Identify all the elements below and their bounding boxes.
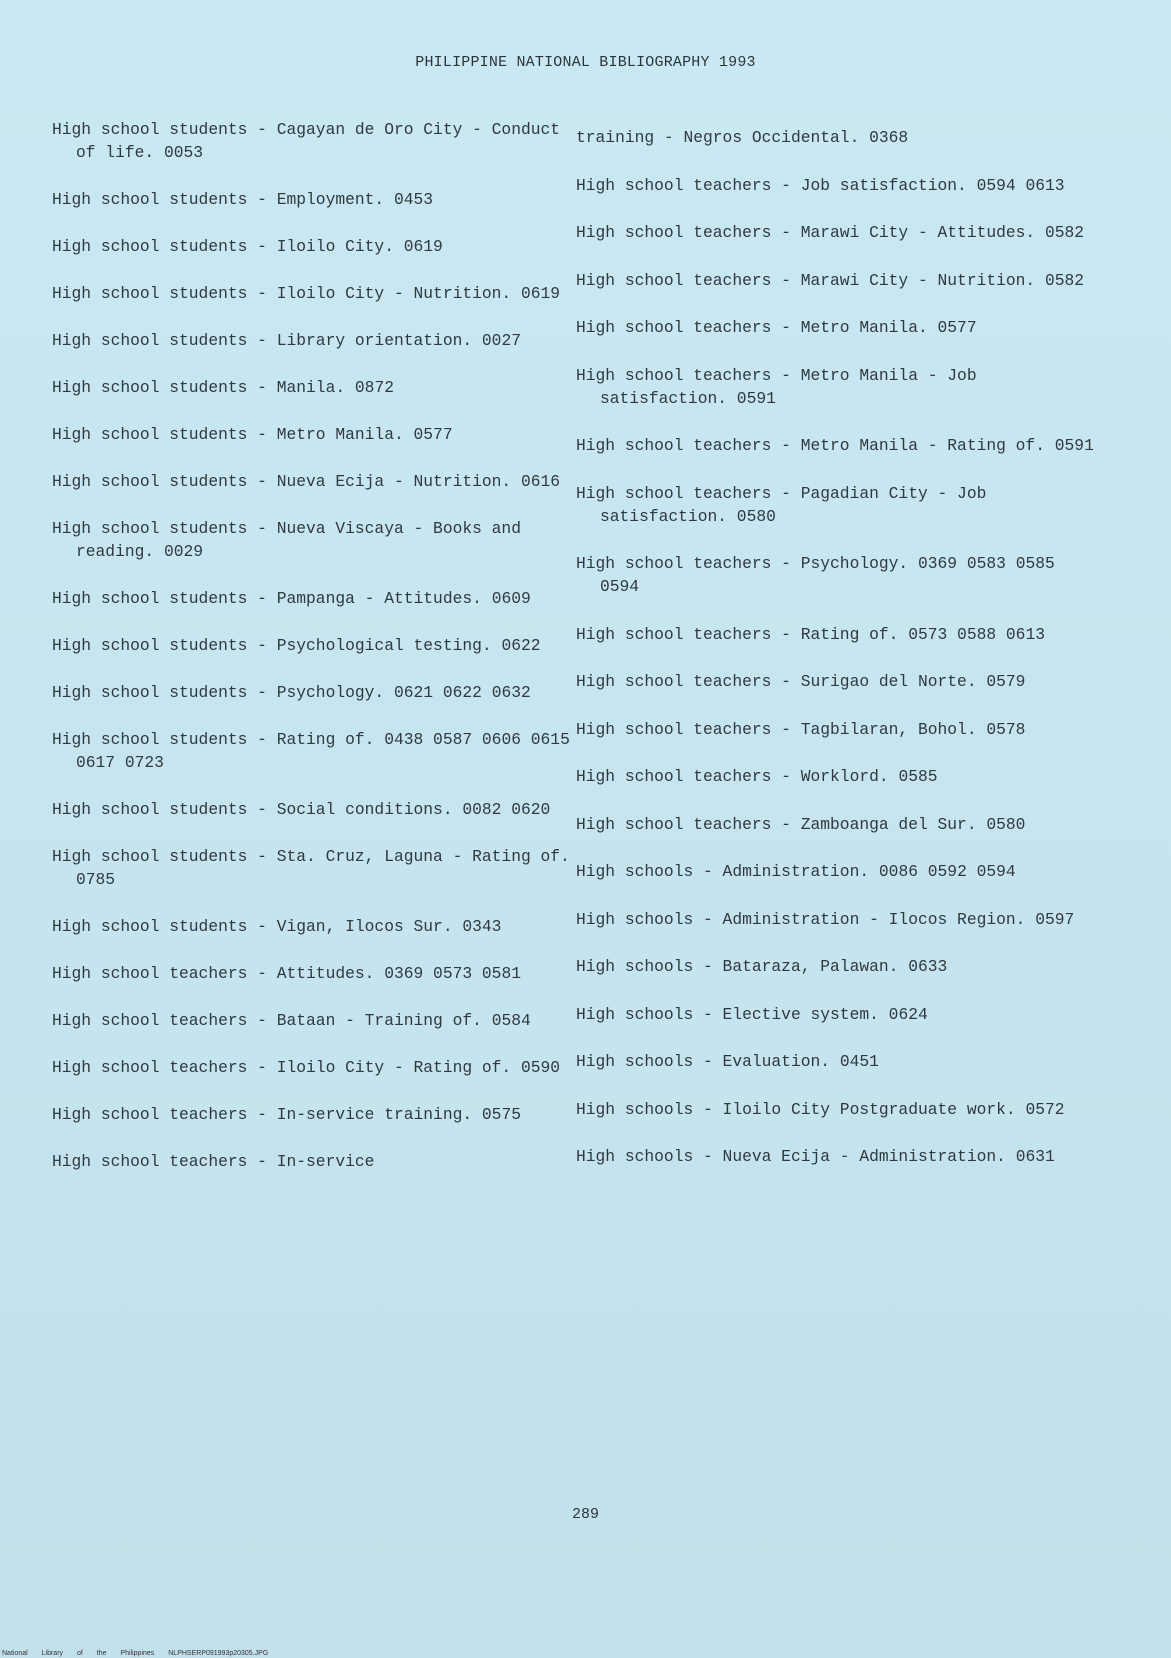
index-entry [576, 623, 1096, 646]
subject-heading: High school teachers - Metro Manila - Rating of. [576, 436, 1045, 455]
entry-numbers: 0597 [1035, 909, 1075, 929]
entry-numbers: 0785 [76, 870, 116, 889]
index-entry [52, 728, 580, 774]
subject-heading: High schools - Nueva Ecija - Administration. [576, 1147, 1006, 1166]
index-entry [52, 118, 572, 164]
subject-heading: High school teachers - In-service [52, 1152, 375, 1171]
subject-heading: High school students - Rating of. [52, 730, 375, 749]
entry-numbers: 0027 [481, 331, 521, 350]
index-entry [52, 1056, 572, 1079]
entry-numbers: 0582 [1045, 270, 1085, 290]
index-entry [576, 1145, 1096, 1168]
entry-numbers: 0369 0573 0581 [384, 964, 521, 983]
subject-heading: High school teachers - Iloilo City - Rating of. [52, 1058, 512, 1077]
index-entry [576, 316, 1096, 339]
entry-numbers: 0591 [1054, 436, 1094, 455]
entry-numbers: 0577 [937, 318, 977, 337]
entry-numbers: 0580 [986, 814, 1026, 834]
entry-numbers: 0573 0588 0613 [908, 624, 1045, 644]
entry-numbers: 0619 [403, 237, 443, 256]
subject-heading: High schools - Administration - Ilocos Region. [576, 909, 1026, 929]
subject-heading: High school teachers - Metro Manila - Job satisfaction. [576, 365, 987, 408]
subject-heading: High schools - Bataraza, Palawan. [576, 957, 899, 976]
index-entry [52, 915, 572, 938]
index-entry [52, 634, 572, 657]
index-entry [576, 1050, 1096, 1073]
subject-heading: High school students - Pampanga - Attitudes. [52, 589, 482, 608]
entry-numbers: 0575 [481, 1105, 521, 1124]
entry-numbers: 0616 [521, 472, 561, 491]
index-entry [576, 718, 1096, 741]
index-entry [52, 235, 572, 258]
entry-numbers: 0621 0622 0632 [393, 683, 531, 702]
entry-numbers: 0622 [501, 636, 541, 655]
subject-heading: High school teachers - Bataan - Training of. [52, 1011, 482, 1030]
subject-heading: High school teachers - Zamboanga del Sur. [576, 814, 977, 834]
entry-numbers: 0086 0592 0594 [878, 862, 1016, 881]
scan-filename: NLPHSERP091993p20305.JPG [168, 1650, 269, 1657]
entry-numbers: 0082 0620 [462, 800, 551, 819]
index-entry [52, 587, 572, 610]
subject-heading: High school teachers - Worklord. [576, 767, 889, 786]
index-entry [52, 845, 572, 891]
right-column [576, 126, 1096, 1193]
subject-heading: High school students - Sta. Cruz, Laguna - Rating of. [52, 847, 570, 866]
entry-numbers: 0591 [736, 388, 776, 408]
index-entry [52, 376, 572, 399]
index-entry [52, 962, 572, 985]
index-entry [52, 798, 572, 821]
subject-heading: High school students - Iloilo City. [52, 237, 394, 256]
index-entry [576, 269, 1096, 292]
index-entry [52, 681, 572, 704]
index-entry [576, 670, 1096, 693]
index-entry [52, 188, 572, 211]
subject-heading: High school teachers - Pagadian City - Job satisfaction. [576, 483, 997, 526]
index-entry [52, 329, 572, 352]
entry-numbers: 0631 [1015, 1147, 1055, 1166]
entry-numbers: 0585 [898, 767, 938, 786]
entry-numbers: 0579 [986, 672, 1026, 691]
subject-heading: High school teachers - Tagbilaran, Bohol. [576, 719, 977, 739]
index-entry [576, 221, 1096, 244]
index-entry [576, 174, 1096, 197]
entry-numbers: 0594 0613 [976, 175, 1065, 195]
subject-heading: High school students - Nueva Viscaya - Books and reading. [52, 519, 531, 561]
entry-numbers: 0609 [491, 589, 531, 608]
subject-heading: High schools - Iloilo City Postgraduate work. [576, 1099, 1016, 1119]
entry-numbers: 0584 [491, 1011, 531, 1030]
index-entry [52, 517, 572, 563]
entry-numbers: 0624 [888, 1004, 928, 1024]
index-entry [576, 1098, 1096, 1121]
index-entry [52, 423, 572, 446]
subject-heading: High school students - Psychology. [52, 683, 385, 702]
subject-heading: High school students - Cagayan de Oro City - Conduct of life. [52, 120, 570, 162]
index-entry [576, 434, 1096, 457]
subject-heading: High school teachers - In-service training. [52, 1105, 473, 1124]
subject-heading: High school teachers - Job satisfaction. [576, 175, 967, 195]
index-entry [576, 482, 1096, 528]
entry-numbers: 0453 [393, 190, 434, 209]
entry-numbers: 0577 [413, 425, 453, 444]
index-entry [576, 908, 1096, 931]
subject-heading: High school students - Metro Manila. [52, 425, 404, 444]
subject-heading: High school teachers - Metro Manila. [576, 318, 928, 337]
index-entry [576, 765, 1096, 788]
entry-numbers: 0633 [908, 957, 948, 976]
subject-heading: High school students - Library orientation. [52, 331, 473, 350]
index-entry [576, 860, 1096, 883]
page-title: PHILIPPINE NATIONAL BIBLIOGRAPHY 1993 [415, 54, 756, 71]
subject-heading: High school teachers - Rating of. [576, 624, 899, 644]
entry-numbers: 0029 [163, 542, 204, 561]
entry-numbers: 0053 [163, 143, 204, 162]
subject-heading: High schools - Elective system. [576, 1004, 879, 1024]
entry-numbers: 0438 0587 0606 0615 0617 0723 [76, 730, 580, 772]
subject-heading: High school students - Manila. [52, 378, 346, 397]
subject-heading: High school teachers - Surigao del Norte. [576, 672, 977, 691]
subject-heading: High schools - Administration. [576, 862, 870, 881]
left-column [52, 118, 580, 1173]
page-number: 289 [571, 1506, 599, 1523]
entry-numbers: 0451 [839, 1052, 879, 1071]
subject-heading: High school students - Vigan, Ilocos Sur. [52, 917, 453, 936]
subject-heading: High school students - Social conditions. [52, 800, 453, 819]
scan-credit [2, 1650, 268, 1657]
index-entry [52, 470, 572, 493]
entry-numbers: 0369 0583 0585 0594 [600, 554, 1065, 596]
entry-numbers: 0368 [869, 128, 909, 147]
index-entry [576, 126, 1096, 149]
subject-heading: High school teachers - Attitudes. [52, 964, 375, 983]
subject-heading: High school students - Psychological testing. [52, 636, 492, 655]
subject-heading: High school students - Iloilo City - Nutrition. [52, 284, 512, 303]
entry-numbers: 0582 [1045, 223, 1085, 242]
subject-heading: High school teachers - Marawi City - Nutrition. [576, 270, 1036, 290]
entry-numbers: 0572 [1025, 1099, 1065, 1119]
index-entry [52, 282, 572, 305]
entry-numbers: 0580 [736, 506, 776, 526]
index-entry [52, 1103, 572, 1126]
entry-numbers: 0872 [354, 378, 394, 397]
entry-numbers: 0343 [462, 917, 502, 936]
entry-numbers: 0590 [521, 1058, 561, 1077]
index-entry [576, 552, 1096, 598]
index-entry [576, 955, 1096, 978]
index-entry [576, 364, 1096, 410]
entry-numbers: 0578 [986, 719, 1026, 739]
subject-heading: High school students - Nueva Ecija - Nutrition. [52, 472, 512, 491]
subject-heading: High school teachers - Psychology. [576, 554, 909, 573]
index-entry [576, 1003, 1096, 1026]
index-entry [52, 1009, 572, 1032]
subject-heading: High schools - Evaluation. [576, 1052, 831, 1071]
subject-heading: High school students - Employment. [52, 190, 385, 209]
subject-heading: training - Negros Occidental. [576, 128, 860, 147]
index-entry [52, 1150, 572, 1173]
entry-numbers: 0619 [521, 284, 561, 303]
subject-heading: High school teachers - Marawi City - Attitudes. [576, 223, 1036, 242]
index-entry [576, 813, 1096, 836]
library-credit: National Library of the Philippines [2, 1650, 155, 1657]
